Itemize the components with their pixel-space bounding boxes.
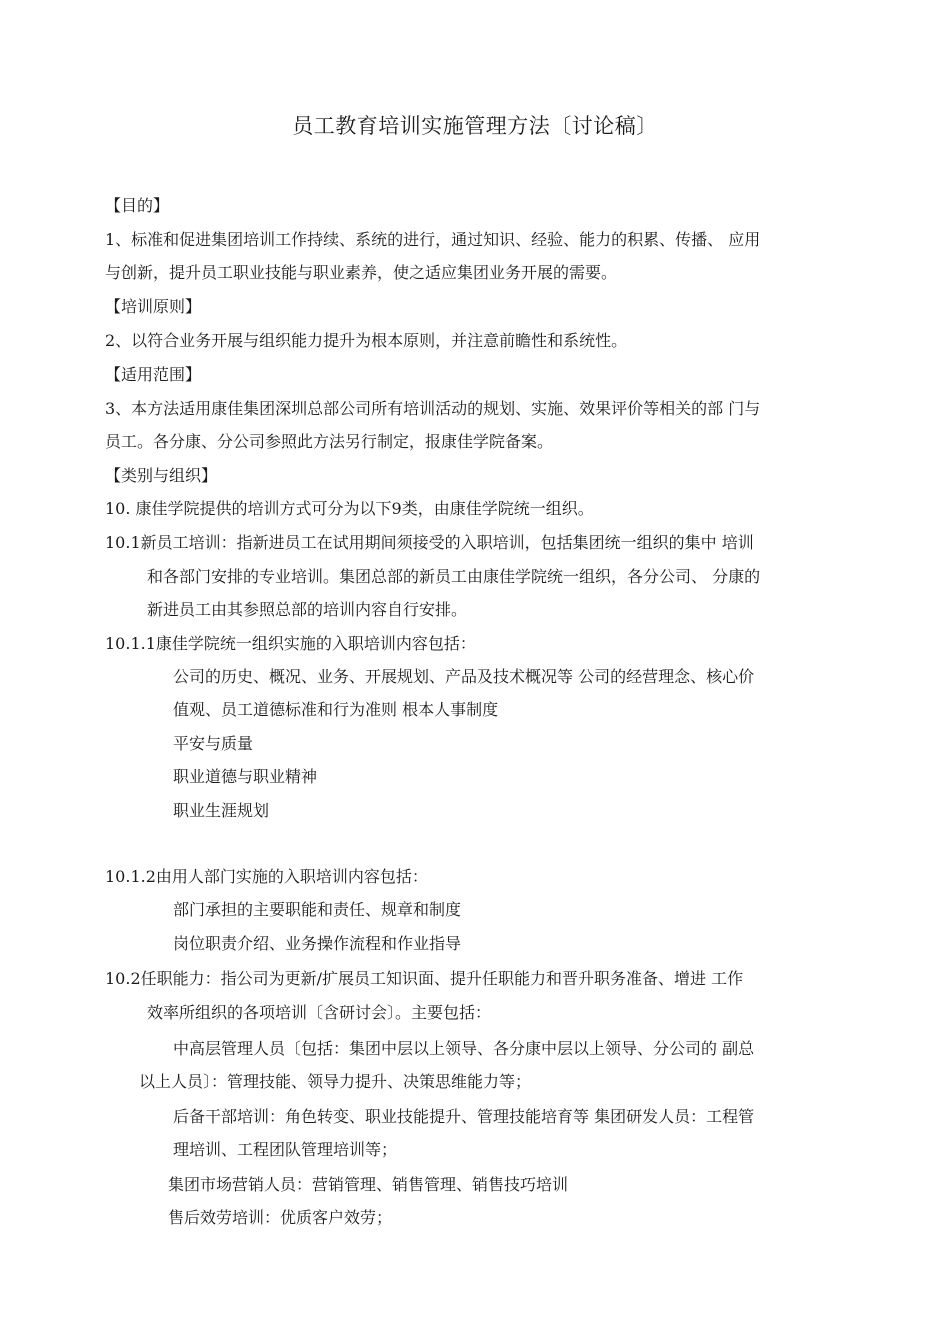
paragraph-line: 效率所组织的各项培训〔含研讨会〕。主要包括： xyxy=(147,1003,492,1022)
list-item: 部门承担的主要职能和责任、规章和制度 xyxy=(173,900,462,919)
list-item: 职业生涯规划 xyxy=(173,801,270,820)
list-item: 后备干部培训：角色转变、职业技能提升、管理技能培育等 集团研发人员：工程管 xyxy=(173,1107,755,1126)
list-item: 以上人员〕：管理技能、领导力提升、决策思维能力等； xyxy=(139,1072,532,1091)
list-item: 值观、员工道德标准和行为准则 根本人事制度 xyxy=(173,700,499,719)
document-title: 员工教育培训实施管理方法〔讨论稿〕 xyxy=(292,114,658,138)
list-item: 售后效劳培训：优质客户效劳； xyxy=(168,1208,393,1227)
list-item: 中高层管理人员〔包括：集团中层以上领导、各分康中层以上领导、分公司的 副总 xyxy=(173,1039,755,1058)
paragraph-line: 1、标准和促进集团培训工作持续、系统的进行，通过知识、经验、能力的积累、传播、 应用 xyxy=(105,230,761,249)
paragraph-line: 3、本方法适用康佳集团深圳总部公司所有培训活动的规划、实施、效果评价等相关的部 门与 xyxy=(105,399,761,418)
paragraph-line: 10.1新员工培训：指新进员工在试用期间须接受的入职培训，包括集团统一组织的集中 培训 xyxy=(105,533,754,552)
section-heading-principles: 【培训原则】 xyxy=(105,297,202,316)
list-item: 平安与质量 xyxy=(173,734,254,753)
section-heading-purpose: 【目的】 xyxy=(105,196,170,215)
paragraph-line: 新进员工由其参照总部的培训内容自行安排。 xyxy=(147,600,468,619)
paragraph-line: 10. 康佳学院提供的培训方式可分为以下9类，由康佳学院统一组织。 xyxy=(105,499,594,518)
paragraph-line: 与创新，提升员工职业技能与职业素养，使之适应集团业务开展的需要。 xyxy=(105,263,618,282)
list-item: 集团市场营销人员：营销管理、销售管理、销售技巧培训 xyxy=(168,1175,569,1194)
subsection-heading: 10.1.2由用人部门实施的入职培训内容包括： xyxy=(105,867,428,886)
list-item: 公司的历史、概况、业务、开展规划、产品及技术概况等 公司的经营理念、核心价 xyxy=(173,667,755,686)
section-heading-scope: 【适用范围】 xyxy=(105,365,202,384)
paragraph-line: 员工。各分康、分公司参照此方法另行制定，报康佳学院备案。 xyxy=(105,432,554,451)
paragraph-line: 10.2任职能力：指公司为更新/扩展员工知识面、提升任职能力和晋升职务准备、增进 工作 xyxy=(105,969,744,988)
paragraph-line: 和各部门安排的专业培训。集团总部的新员工由康佳学院统一组织，各分公司、 分康的 xyxy=(147,567,761,586)
list-item: 职业道德与职业精神 xyxy=(173,767,318,786)
list-item: 岗位职责介绍、业务操作流程和作业指导 xyxy=(173,934,462,953)
subsection-heading: 10.1.1康佳学院统一组织实施的入职培训内容包括： xyxy=(105,634,476,653)
section-heading-categories: 【类别与组织】 xyxy=(105,466,218,485)
paragraph-line: 2、以符合业务开展与组织能力提升为根本原则，并注意前瞻性和系统性。 xyxy=(105,331,628,350)
list-item: 理培训、工程团队管理培训等； xyxy=(173,1140,398,1159)
